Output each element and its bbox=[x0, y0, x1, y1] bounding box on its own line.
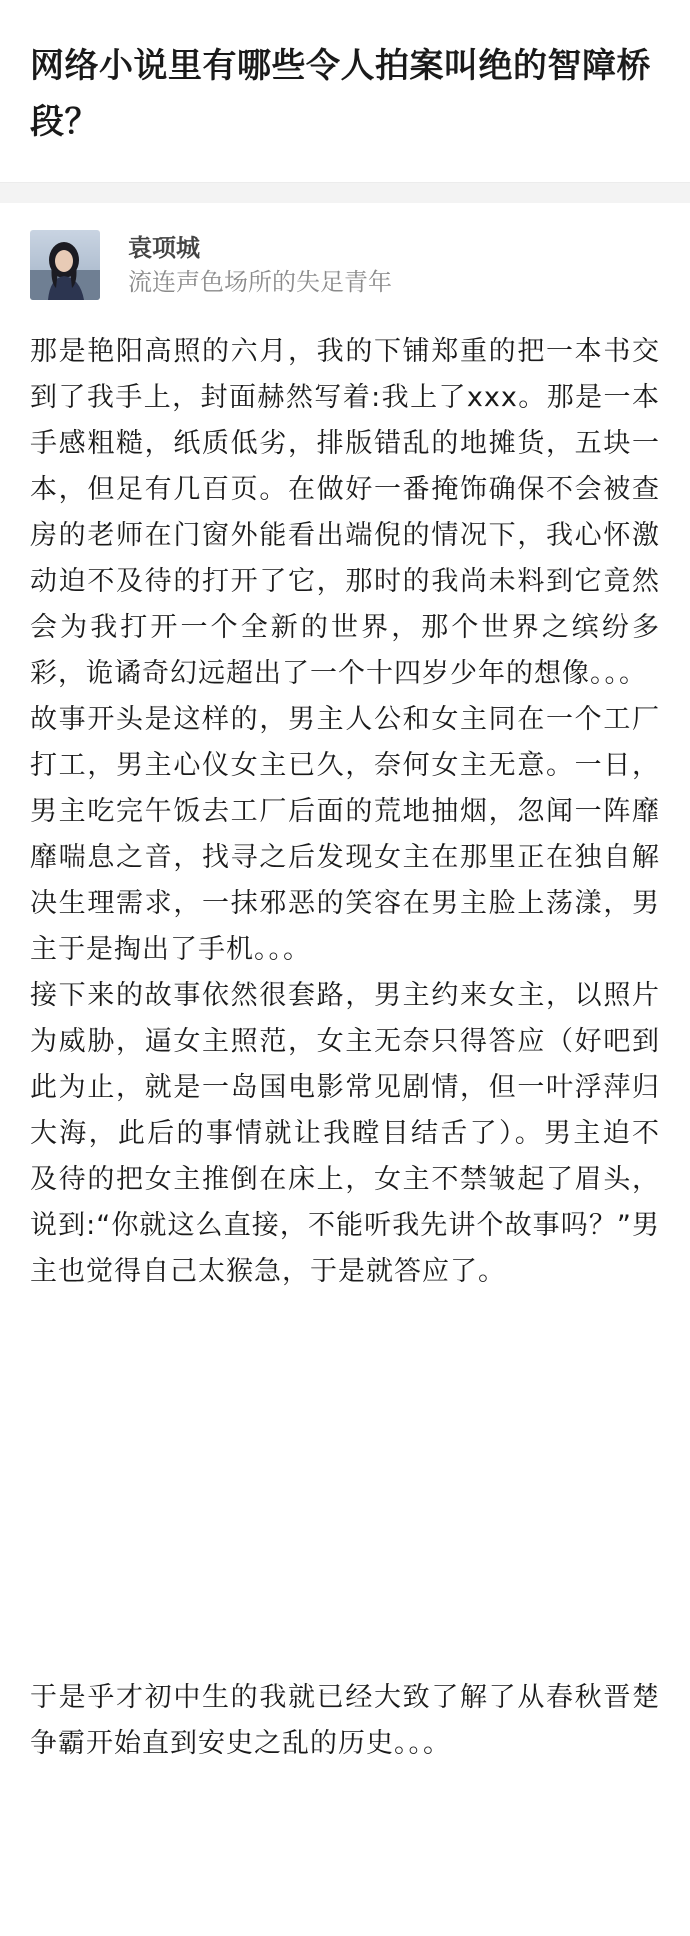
answer-card bbox=[0, 203, 690, 1767]
author-name[interactable]: 袁项城 bbox=[128, 234, 200, 262]
answer-paragraph: 那是艳阳高照的六月，我的下铺郑重的把一本书交到了我手上，封面赫然写着:我上了xxx。那是一本手感粗糙，纸质低劣，排版错乱的地摊货，五块一本，但足有几百页。在做好一番掩饰确保不会被查房的老师在门窗外能看出端倪的情况下，我心怀激动迫不及待的打开了它，那时的我尚未料到它竟然会为我打开一个全新的世界，那个世界之缤纷多彩，诡谲奇幻远超出了一个十四岁少年的想像。。。 bbox=[30, 336, 660, 689]
author-info[interactable] bbox=[30, 229, 660, 301]
author-bio: 流连声色场所的失足青年 bbox=[128, 268, 392, 296]
question-header bbox=[0, 0, 690, 182]
answer-body bbox=[30, 329, 660, 1767]
section-divider bbox=[0, 182, 690, 203]
author-meta bbox=[128, 231, 392, 299]
answer-paragraph: 故事开头是这样的，男主人公和女主同在一个工厂打工，男主心仪女主已久，奈何女主无意。一日，男主吃完午饭去工厂后面的荒地抽烟，忽闻一阵靡靡喘息之音，找寻之后发现女主在那里正在独自解决生理需求，一抹邪恶的笑容在男主脸上荡漾，男主于是掏出了手机。。。 bbox=[30, 704, 660, 965]
answer-paragraph: 接下来的故事依然很套路，男主约来女主，以照片为威胁，逼女主照范，女主无奈只得答应（好吧到此为止，就是一岛国电影常见剧情，但一叶浮萍归大海，此后的事情就让我瞠目结舌了）。男主迫不及待的把女主推倒在床上，女主不禁皱起了眉头，说到:“你就这么直接，不能听我先讲个故事吗？”男主也觉得自己太猴急，于是就答应了。 bbox=[30, 980, 660, 1287]
answer-paragraph-final: 于是乎才初中生的我就已经大致了解了从春秋晋楚争霸开始直到安史之乱的历史。。。 bbox=[30, 1682, 660, 1759]
avatar[interactable] bbox=[30, 230, 100, 300]
blank-space bbox=[30, 1295, 660, 1675]
question-title[interactable]: 网络小说里有哪些令人拍案叫绝的智障桥段？ bbox=[30, 46, 651, 142]
